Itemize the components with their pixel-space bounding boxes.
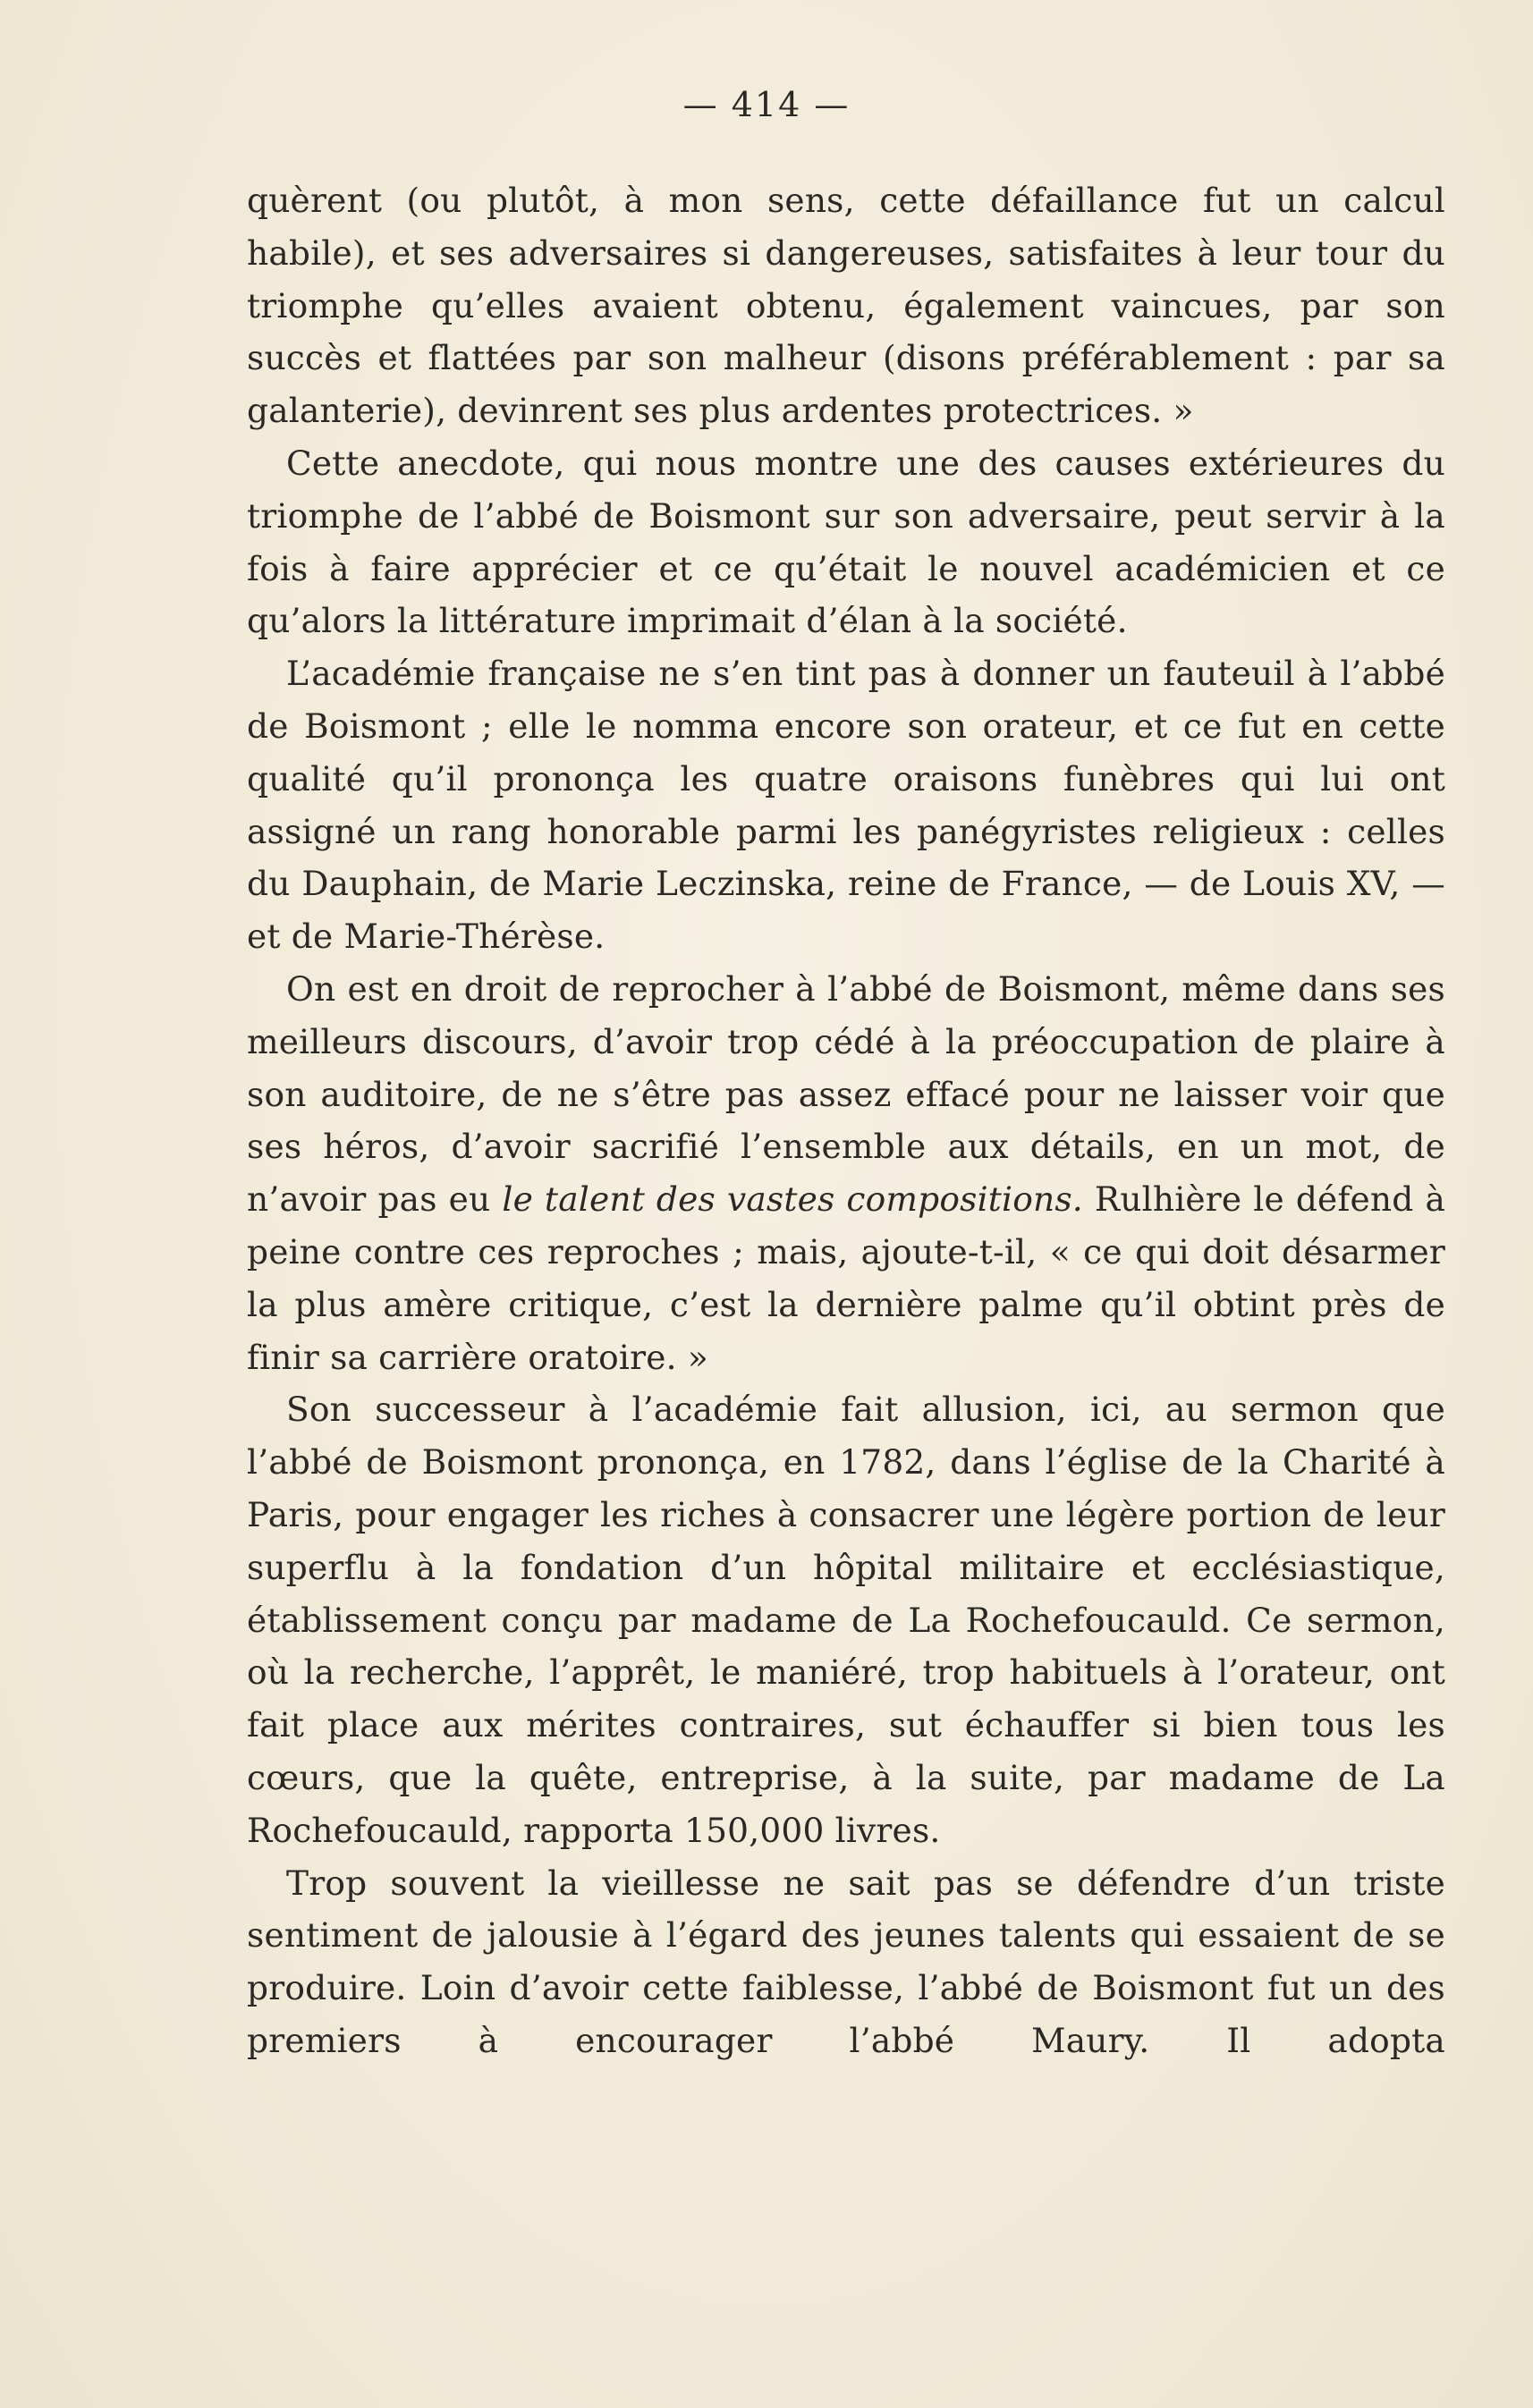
paragraph-2: Cette anecdote, qui nous montre une des causes extérieures du triomphe de l’abbé de Boismont sur son adversaire, peut servir à la fois à faire apprécier et ce qu’était le nouvel académicien et ce qu’alors la littérature imprimait d’élan à la société. bbox=[247, 443, 1445, 641]
page-number: — 414 — bbox=[682, 85, 851, 124]
body-text bbox=[247, 174, 1445, 2067]
paragraph-5: Son successeur à l’académie fait allusion, ici, au sermon que l’abbé de Boismont prononça, en 1782, dans l’église de la Charité à Paris, pour engager les riches à consacrer une légère portion de leur superflu à la fondation d’un hôpital militaire et ecclésiastique, établissement conçu par madame de La Rochefoucauld. Ce sermon, où la recherche, l’apprêt, le maniéré, trop habituels à l’orateur, ont fait place aux mérites contraires, sut échauffer si bien tous les cœurs, que la quête, entreprise, à la suite, par madame de La Rochefoucauld, rapporta 150,000 livres. bbox=[247, 1390, 1445, 1850]
paragraph-3: L’académie française ne s’en tint pas à donner un fauteuil à l’abbé de Boismont ; elle le nomma encore son orateur, et ce fut en cette qualité qu’il prononça les quatre oraisons funèbres qui lui ont assigné un rang honorable parmi les panégyristes religieux : celles du Dauphain, de Marie Leczinska, reine de France, — de Louis XV, — et de Marie-Thérèse. bbox=[247, 654, 1445, 957]
paragraph-4 bbox=[247, 963, 1445, 1383]
paragraph-1: quèrent (ou plutôt, à mon sens, cette défaillance fut un calcul habile), et ses adversaires si dangereuses, satisfaites à leur tour du triomphe qu’elles avaient obtenu, également vaincues, par son succès et flattées par son malheur (disons préférablement : par sa galanterie), devinrent ses plus ardentes protectrices. » bbox=[247, 181, 1445, 431]
paragraph-4-text-after: Rulhière le défend à peine contre ces reproches ; mais, ajoute-t-il, « ce qui doit désarmer la plus amère critique, c’est la dernière palme qu’il obtint près de finir sa carrière oratoire. » bbox=[247, 1179, 1445, 1377]
paragraph-6: Trop souvent la vieillesse ne sait pas se défendre d’un triste sentiment de jalousie à l’égard des jeunes talents qui essaient de se produire. Loin d’avoir cette faiblesse, l’abbé de Boismont fut un des premiers à encourager l’abbé Maury. Il adopta bbox=[247, 1863, 1445, 2060]
paragraph-4-italic-quote: le talent des vastes compositions. bbox=[502, 1179, 1083, 1220]
paragraph-4-text-before: On est en droit de reprocher à l’abbé de Boismont, même dans ses meilleurs discours, d’avoir trop cédé à la préoccupation de plaire à son auditoire, de ne s’être pas assez effacé pour ne laisser voir que ses héros, d’avoir sacrifié l’ensemble aux détails, en un mot, de n’avoir pas eu bbox=[247, 968, 1445, 1220]
